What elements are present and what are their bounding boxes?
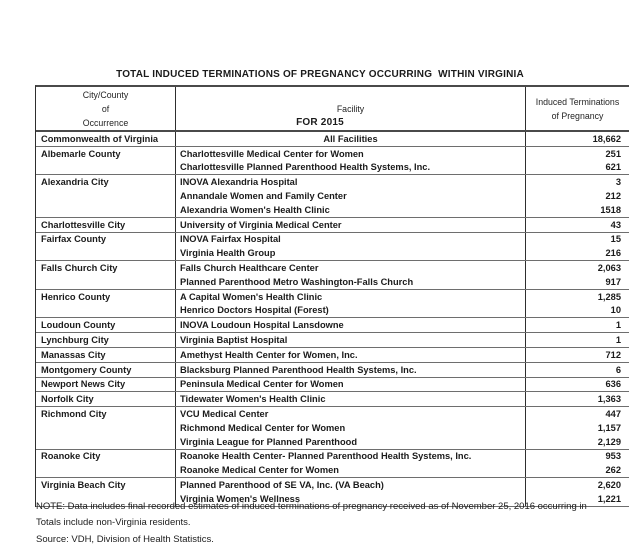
header-line: Occurrence	[82, 117, 129, 128]
facility-cell: Virginia Baptist Hospital	[176, 333, 526, 347]
header-induced-terminations	[526, 87, 629, 130]
county-cell: Manassas City	[36, 348, 176, 362]
value-cell: 251	[605, 148, 621, 159]
county-group	[36, 378, 629, 393]
county-cell	[36, 246, 176, 260]
county-cell: Montgomery County	[36, 363, 176, 377]
facility-cell: Henrico Doctors Hospital (Forest)	[176, 304, 526, 318]
value-cell: 212	[605, 191, 621, 202]
facility-cell: Virginia Women's Wellness	[176, 492, 526, 506]
facility-cell: Blacksburg Planned Parenthood Health Systems, Inc.	[176, 363, 526, 377]
county-group	[36, 348, 629, 363]
value-cell: 43	[610, 219, 621, 230]
facility-cell: Amethyst Health Center for Women, Inc.	[176, 348, 526, 362]
county-cell	[36, 421, 176, 435]
value-cell: 636	[605, 379, 621, 390]
header-city-county-of-occurrence	[36, 87, 176, 130]
table-row	[36, 435, 629, 449]
value-cell: 262	[605, 465, 621, 476]
facility-cell: Annandale Women and Family Center	[176, 189, 526, 203]
table-row	[36, 450, 629, 464]
facility-cell: VCU Medical Center	[176, 407, 526, 421]
header-line: Induced Terminations	[535, 96, 620, 107]
table-row	[36, 189, 629, 203]
facility-cell: Peninsula Medical Center for Women	[176, 378, 526, 392]
value-cell: 10	[610, 305, 621, 316]
table-row	[36, 333, 629, 347]
value-cell: 953	[605, 451, 621, 462]
county-group	[36, 290, 629, 319]
value-cell: 18,662	[592, 133, 621, 144]
table-row	[36, 147, 629, 161]
value-cell: 2,063	[597, 263, 621, 274]
county-group	[36, 450, 629, 479]
title-line-1: TOTAL INDUCED TERMINATIONS OF PREGNANCY OCCURRING WITHIN VIRGINIA	[116, 69, 524, 80]
county-group	[36, 132, 629, 147]
value-cell: 1,157	[597, 422, 621, 433]
county-cell: Loudoun County	[36, 318, 176, 332]
facility-cell: Alexandria Women's Health Clinic	[176, 203, 526, 217]
county-group	[36, 318, 629, 333]
title-line-2: FOR 2015	[296, 117, 344, 128]
county-cell: Fairfax County	[36, 233, 176, 247]
county-cell	[36, 275, 176, 289]
county-cell: Richmond City	[36, 407, 176, 421]
table-row	[36, 304, 629, 318]
facility-cell: Virginia Health Group	[176, 246, 526, 260]
county-group	[36, 363, 629, 378]
facility-cell: INOVA Alexandria Hospital	[176, 175, 526, 189]
footnotes	[36, 499, 640, 548]
value-cell: 1,363	[597, 394, 621, 405]
county-cell: Falls Church City	[36, 261, 176, 275]
table-body	[36, 132, 629, 507]
county-cell	[36, 435, 176, 449]
table-row	[36, 218, 629, 232]
county-cell	[36, 189, 176, 203]
facility-cell: Roanoke Health Center- Planned Parenthood Health Systems, Inc.	[176, 450, 526, 464]
county-cell: Albemarle County	[36, 147, 176, 161]
table-row	[36, 478, 629, 492]
facility-cell: INOVA Fairfax Hospital	[176, 233, 526, 247]
value-cell: 1518	[600, 204, 621, 215]
facility-cell: Richmond Medical Center for Women	[176, 421, 526, 435]
value-cell: 1	[615, 320, 621, 331]
county-cell: Lynchburg City	[36, 333, 176, 347]
facility-cell: All Facilities	[176, 132, 526, 146]
header-facility	[176, 87, 526, 130]
value-cell: 712	[605, 349, 621, 360]
header-line: City/County	[82, 89, 129, 100]
value-cell: 447	[605, 409, 621, 420]
value-cell: 216	[605, 248, 621, 259]
county-group	[36, 261, 629, 290]
value-cell: 6	[615, 364, 621, 375]
facility-cell: INOVA Loudoun Hospital Lansdowne	[176, 318, 526, 332]
table-row	[36, 318, 629, 332]
facility-cell: Roanoke Medical Center for Women	[176, 463, 526, 477]
table-row	[36, 175, 629, 189]
table-row	[36, 421, 629, 435]
value-cell: 15	[610, 234, 621, 245]
county-cell: Norfolk City	[36, 392, 176, 406]
table-row	[36, 261, 629, 275]
county-group	[36, 175, 629, 217]
facility-cell: Virginia League for Planned Parenthood	[176, 435, 526, 449]
county-cell	[36, 304, 176, 318]
facility-cell: University of Virginia Medical Center	[176, 218, 526, 232]
county-cell: Commonwealth of Virginia	[36, 132, 176, 146]
county-group	[36, 333, 629, 348]
table-row	[36, 233, 629, 247]
county-cell: Roanoke City	[36, 450, 176, 464]
county-group	[36, 407, 629, 449]
facility-cell: Charlottesville Planned Parenthood Health Systems, Inc.	[176, 161, 526, 175]
county-group	[36, 147, 629, 176]
table-row	[36, 132, 629, 146]
header-line: of Pregnancy	[551, 110, 604, 121]
county-cell: Charlottesville City	[36, 218, 176, 232]
value-cell: 621	[605, 162, 621, 173]
facility-cell: Planned Parenthood Metro Washington-Falls Church	[176, 275, 526, 289]
table-row	[36, 161, 629, 175]
facility-cell: Planned Parenthood of SE VA, Inc. (VA Beach)	[176, 478, 526, 492]
county-group	[36, 218, 629, 233]
value-cell: 2,129	[597, 436, 621, 447]
table-row	[36, 378, 629, 392]
table-row	[36, 407, 629, 421]
header-line: of	[101, 103, 110, 114]
table-row	[36, 392, 629, 406]
note-line-1: NOTE: Data includes final recorded estimates of induced terminations of pregnancy received as of November 25, 2016 occurring in	[36, 501, 587, 512]
note-line-2: Totals include non-Virginia residents.	[36, 517, 191, 529]
table-row	[36, 203, 629, 217]
header-line: Facility	[336, 103, 365, 114]
table-header-row	[36, 87, 629, 132]
facility-cell: Falls Church Healthcare Center	[176, 261, 526, 275]
county-cell	[36, 203, 176, 217]
county-cell	[36, 161, 176, 175]
table-row	[36, 348, 629, 362]
value-cell: 2,620	[597, 480, 621, 491]
county-cell: Virginia Beach City	[36, 478, 176, 492]
terminations-table	[35, 85, 629, 507]
facility-cell: A Capital Women's Health Clinic	[176, 290, 526, 304]
table-row	[36, 463, 629, 477]
note-line-3: Source: VDH, Division of Health Statistics.	[36, 533, 214, 545]
county-cell: Newport News City	[36, 378, 176, 392]
table-row	[36, 363, 629, 377]
table-row	[36, 275, 629, 289]
facility-cell: Tidewater Women's Health Clinic	[176, 392, 526, 406]
value-cell: 3	[615, 177, 621, 188]
county-cell: Alexandria City	[36, 175, 176, 189]
facility-cell: Charlottesville Medical Center for Women	[176, 147, 526, 161]
county-cell	[36, 463, 176, 477]
county-group	[36, 233, 629, 262]
table-row	[36, 290, 629, 304]
table-row	[36, 246, 629, 260]
county-group	[36, 392, 629, 407]
value-cell: 917	[605, 276, 621, 287]
value-cell: 1,221	[597, 493, 621, 504]
value-cell: 1	[615, 335, 621, 346]
county-cell: Henrico County	[36, 290, 176, 304]
value-cell: 1,285	[597, 291, 621, 302]
